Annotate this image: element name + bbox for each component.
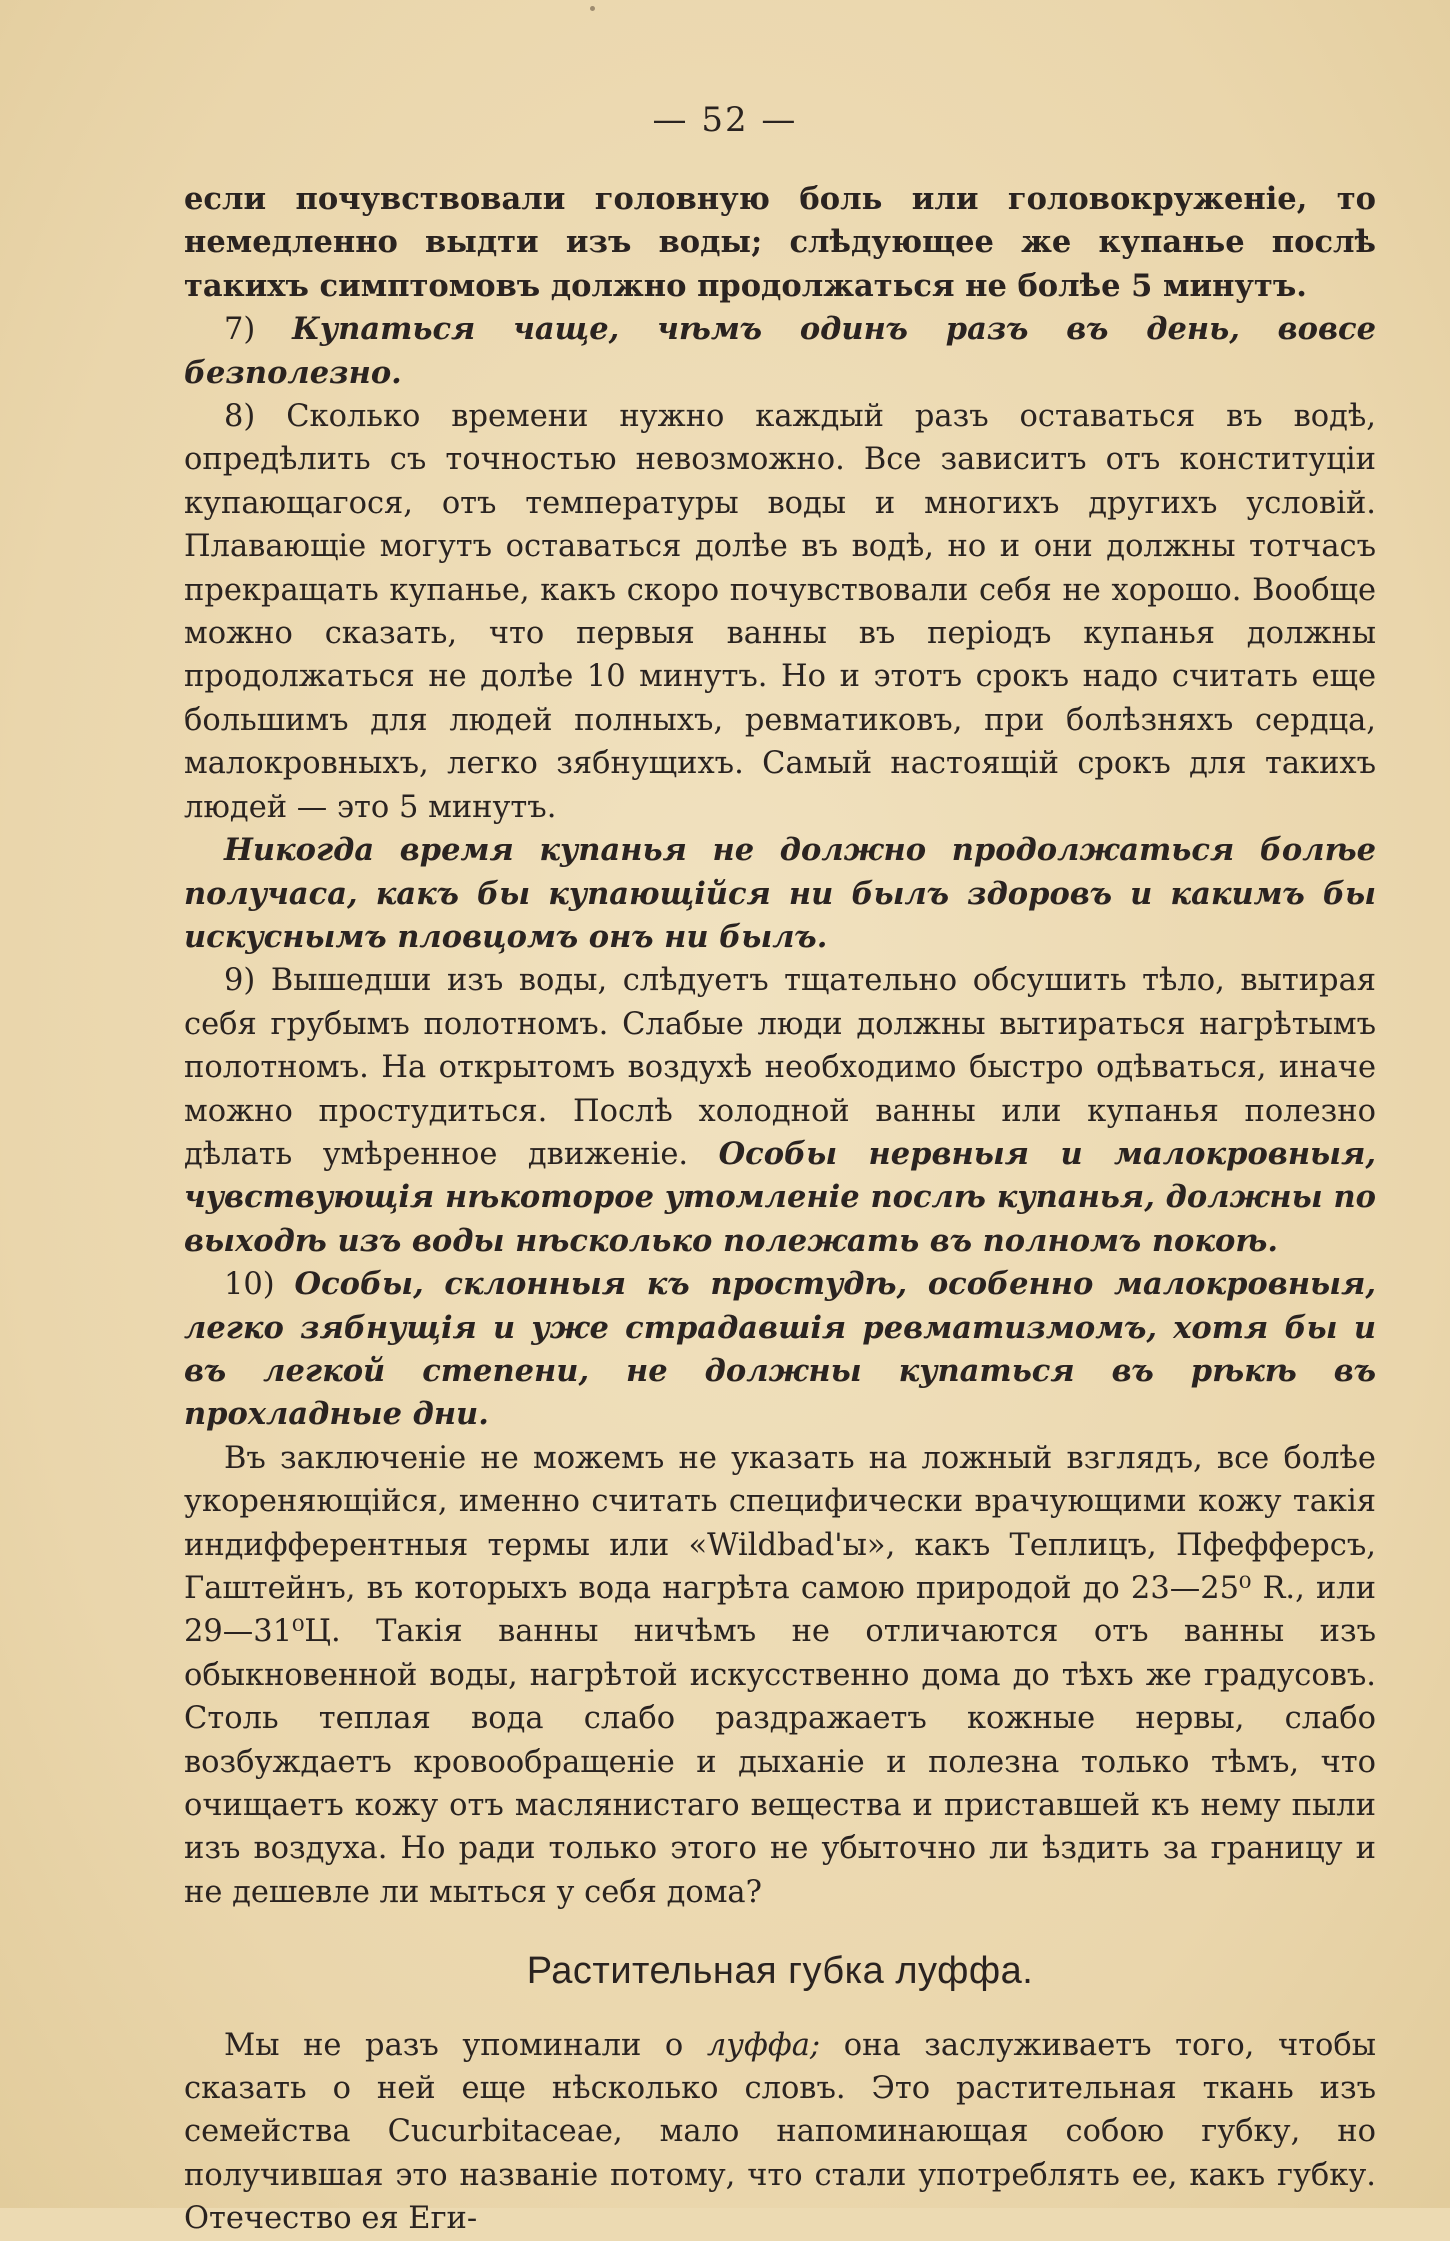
item-text: 9) Вышедши изъ воды, слѣдуетъ тщательно обсушить тѣло, вытирая себя грубымъ полотномъ. Слабые люди должны вытираться нагрѣтымъ полотномъ. На открытомъ воздухѣ необходимо быстро одѣваться, иначе можно простудиться. Послѣ холодной ванны или купанья полезно дѣлать умѣренное движеніе. (184, 963, 1376, 1172)
paragraph-warning: Никогда время купанья не должно продолжаться болѣе получаса, какъ бы купающійся ни былъ здоровъ и какимъ бы искуснымъ пловцомъ онъ ни былъ. (184, 832, 1376, 955)
item-number: 10) (224, 1267, 275, 1303)
section-heading: Растительная губка луффа. (526, 1950, 1034, 1993)
paragraph-text-start: Мы не разъ упоминали о (224, 2027, 684, 2063)
paragraph-item-10 (184, 1263, 1376, 1437)
paragraph-text-rest: она заслуживаетъ того, чтобы сказать о ней еще нѣсколько словъ. Это растительная ткань изъ семейства Cucurbitaceae, мало напоминающая собою губку, но получившая это названіе потому, что стали употреблять ее, какъ губку. Отечество ея Еги- (184, 2027, 1376, 2237)
luffa-term: луффа; (706, 2027, 821, 2063)
page-number: — 52 — (652, 100, 798, 140)
paragraph-item-8: 8) Сколько времени нужно каждый разъ оставаться въ водѣ, опредѣлить съ точностью невозможно. Все зависитъ отъ конституціи купающагося, отъ температуры воды и многихъ другихъ условій. Плавающіе могутъ оставаться долѣе въ водѣ, но и они должны тотчасъ прекращать купанье, какъ скоро почувствовали себя не хорошо. Вообще можно сказать, что первыя ванны въ періодъ купанья должны продолжаться не долѣе 10 минутъ. Но и этотъ срокъ надо считать еще большимъ для людей полныхъ, ревматиковъ, при болѣзняхъ сердца, малокровныхъ, легко зябнущихъ. Самый настоящій срокъ для такихъ людей — это 5 минутъ. (184, 399, 1376, 825)
paragraph-continuation: если почувствовали головную боль или головокруженіе, то немедленно выдти изъ воды; слѣдующее же купанье послѣ такихъ симптомовъ должно продолжаться не болѣе 5 минутъ. (184, 181, 1376, 304)
paragraph-item-7 (184, 308, 1376, 395)
paragraph-item-9 (184, 959, 1376, 1263)
item-number: 7) (224, 312, 256, 348)
item-emphasis: Особы нервныя и малокровныя, чувствующія нѣкоторое утомленіе послѣ купанья, должны по выходѣ изъ воды нѣсколько полежать въ полномъ покоѣ. (184, 1135, 1376, 1259)
item-text: Купаться чаще, чѣмъ одинъ разъ въ день, вовсе безполезно. (184, 311, 1376, 391)
page-body (184, 178, 1376, 2241)
paragraph-luffa (184, 2024, 1376, 2241)
paragraph-conclusion: Въ заключеніе не можемъ не указать на ложный взглядъ, все болѣе укореняющійся, именно считать специфически врачующими кожу такія индифферентныя термы или «Wildbad'ы», какъ Теплицъ, Пфефферсъ, Гаштейнъ, въ которыхъ вода нагрѣта самою природой до 23—25⁰ R., или 29—31⁰Ц. Такія ванны ничѣмъ не отличаются отъ ванны изъ обыкновенной воды, нагрѣтой искусственно дома до тѣхъ же градусовъ. Столь теплая вода слабо раздражаетъ кожные нервы, слабо возбуждаетъ кровообращеніе и дыханіе и полезна только тѣмъ, что очищаетъ кожу отъ маслянистаго вещества и приставшей къ нему пыли изъ воздуха. Но ради только этого не убыточно ли ѣздить за границу и не дешевле ли мыться у себя дома? (184, 1440, 1376, 1910)
item-text: Особы, склонныя къ простудѣ, особенно малокровныя, легко зябнущія и уже страдавшія ревматизмомъ, хотя бы и въ легкой степени, не должны купаться въ рѣкѣ въ прохладные дни. (184, 1266, 1376, 1433)
paper-speck (590, 6, 595, 11)
